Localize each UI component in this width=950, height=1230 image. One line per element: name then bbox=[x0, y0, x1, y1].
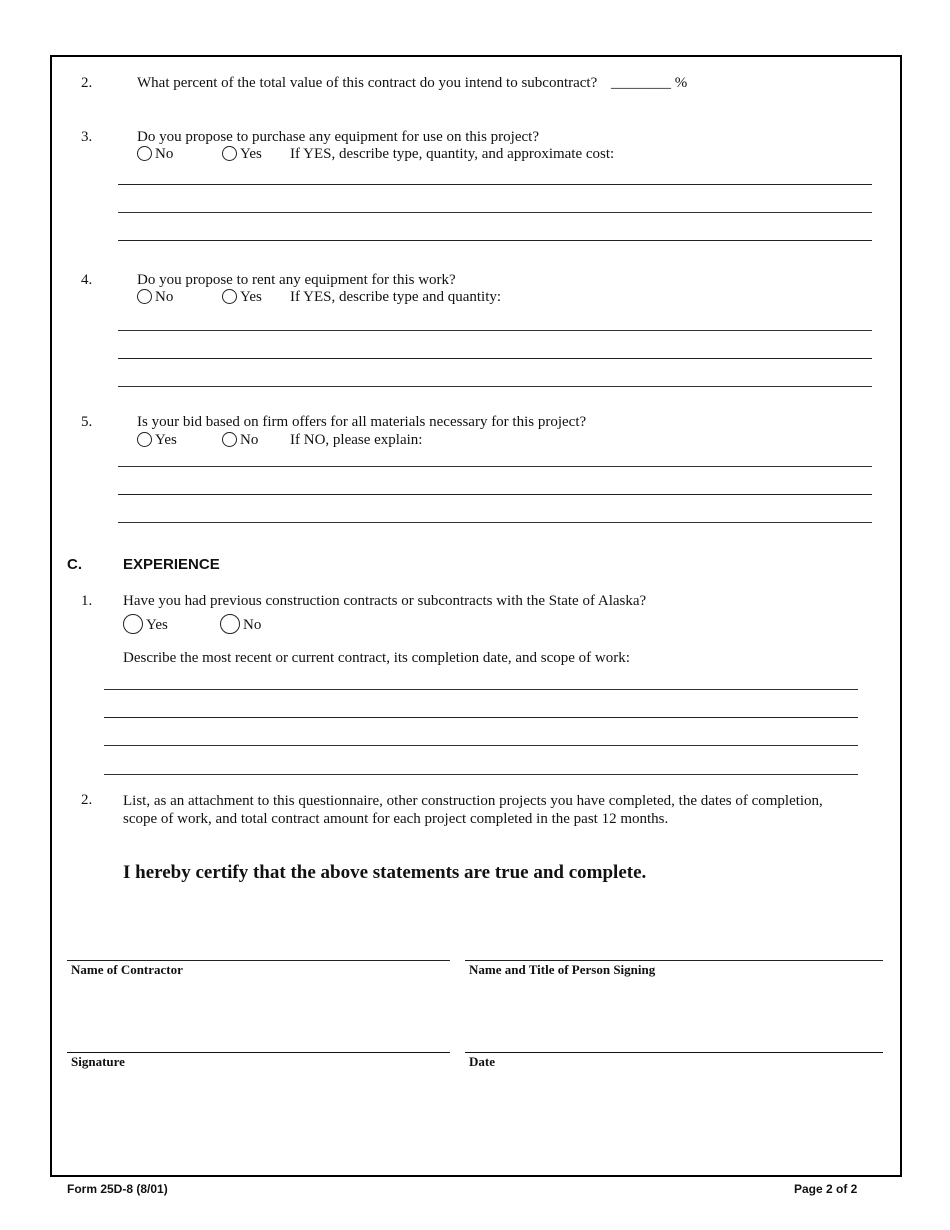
section-title: EXPERIENCE bbox=[123, 556, 220, 573]
radio-option-no[interactable]: No bbox=[220, 614, 261, 634]
form-border bbox=[50, 55, 902, 1177]
signature-line[interactable] bbox=[67, 1052, 450, 1053]
person-signing-label: Name and Title of Person Signing bbox=[469, 962, 656, 977]
question-text bbox=[137, 75, 687, 92]
answer-line[interactable] bbox=[104, 689, 858, 690]
certification-statement: I hereby certify that the above statements are true and complete. bbox=[123, 862, 647, 883]
radio-circle-icon[interactable] bbox=[123, 614, 143, 634]
page-number: Page 2 of 2 bbox=[794, 1182, 858, 1196]
q5-followup: If NO, please explain: bbox=[290, 432, 423, 448]
answer-line[interactable] bbox=[118, 358, 872, 359]
question-number: 2. bbox=[81, 75, 93, 91]
answer-line[interactable] bbox=[118, 184, 872, 185]
q2-text: What percent of the total value of this contract do you intend to subcontract? bbox=[137, 75, 598, 91]
question-number: 3. bbox=[81, 129, 93, 145]
radio-option-no[interactable]: No bbox=[137, 289, 173, 306]
section-letter: C. bbox=[67, 556, 82, 573]
answer-line[interactable] bbox=[118, 522, 872, 523]
radio-circle-icon[interactable] bbox=[222, 289, 237, 304]
contractor-name-line[interactable] bbox=[67, 960, 450, 961]
radio-circle-icon[interactable] bbox=[220, 614, 240, 634]
date-line[interactable] bbox=[465, 1052, 883, 1053]
radio-circle-icon[interactable] bbox=[222, 146, 237, 161]
question-number: 5. bbox=[81, 414, 93, 430]
radio-circle-icon[interactable] bbox=[222, 432, 237, 447]
q5-text: Is your bid based on firm offers for all materials necessary for this project? bbox=[137, 414, 587, 430]
radio-option-no[interactable]: No bbox=[137, 146, 173, 163]
answer-line[interactable] bbox=[118, 466, 872, 467]
radio-option-yes[interactable]: Yes bbox=[222, 289, 262, 306]
percent-blank[interactable]: ________ bbox=[611, 75, 672, 91]
answer-line[interactable] bbox=[104, 774, 858, 775]
answer-line[interactable] bbox=[118, 330, 872, 331]
q3-text: Do you propose to purchase any equipment for use on this project? bbox=[137, 129, 539, 145]
radio-circle-icon[interactable] bbox=[137, 432, 152, 447]
form-id: Form 25D-8 (8/01) bbox=[67, 1182, 168, 1196]
question-number: 4. bbox=[81, 272, 93, 288]
person-signing-line[interactable] bbox=[465, 960, 883, 961]
answer-line[interactable] bbox=[104, 717, 858, 718]
q4-followup: If YES, describe type and quantity: bbox=[290, 289, 502, 305]
question-number: 2. bbox=[81, 792, 93, 808]
radio-option-yes[interactable]: Yes bbox=[222, 146, 262, 163]
q3-followup: If YES, describe type, quantity, and approximate cost: bbox=[290, 146, 615, 162]
answer-line[interactable] bbox=[104, 745, 858, 746]
answer-line[interactable] bbox=[118, 494, 872, 495]
radio-option-yes[interactable]: Yes bbox=[137, 432, 177, 449]
c1-describe: Describe the most recent or current contract, its completion date, and scope of work: bbox=[123, 650, 630, 666]
signature-label: Signature bbox=[71, 1054, 125, 1069]
radio-circle-icon[interactable] bbox=[137, 289, 152, 304]
contractor-name-label: Name of Contractor bbox=[71, 962, 183, 977]
radio-circle-icon[interactable] bbox=[137, 146, 152, 161]
q4-text: Do you propose to rent any equipment for this work? bbox=[137, 272, 456, 288]
answer-line[interactable] bbox=[118, 386, 872, 387]
answer-line[interactable] bbox=[118, 212, 872, 213]
question-number: 1. bbox=[81, 593, 93, 609]
c2-text: List, as an attachment to this questionnaire, other construction projects you have completed, the dates of completion, scope of work, and total contract amount for each project completed in the past 12 months. bbox=[123, 793, 823, 827]
date-label: Date bbox=[469, 1054, 495, 1069]
c1-text: Have you had previous construction contracts or subcontracts with the State of Alaska? bbox=[123, 593, 647, 609]
radio-option-no[interactable]: No bbox=[222, 432, 258, 449]
percent-unit: % bbox=[674, 75, 688, 91]
radio-option-yes[interactable]: Yes bbox=[123, 614, 168, 634]
answer-line[interactable] bbox=[118, 240, 872, 241]
